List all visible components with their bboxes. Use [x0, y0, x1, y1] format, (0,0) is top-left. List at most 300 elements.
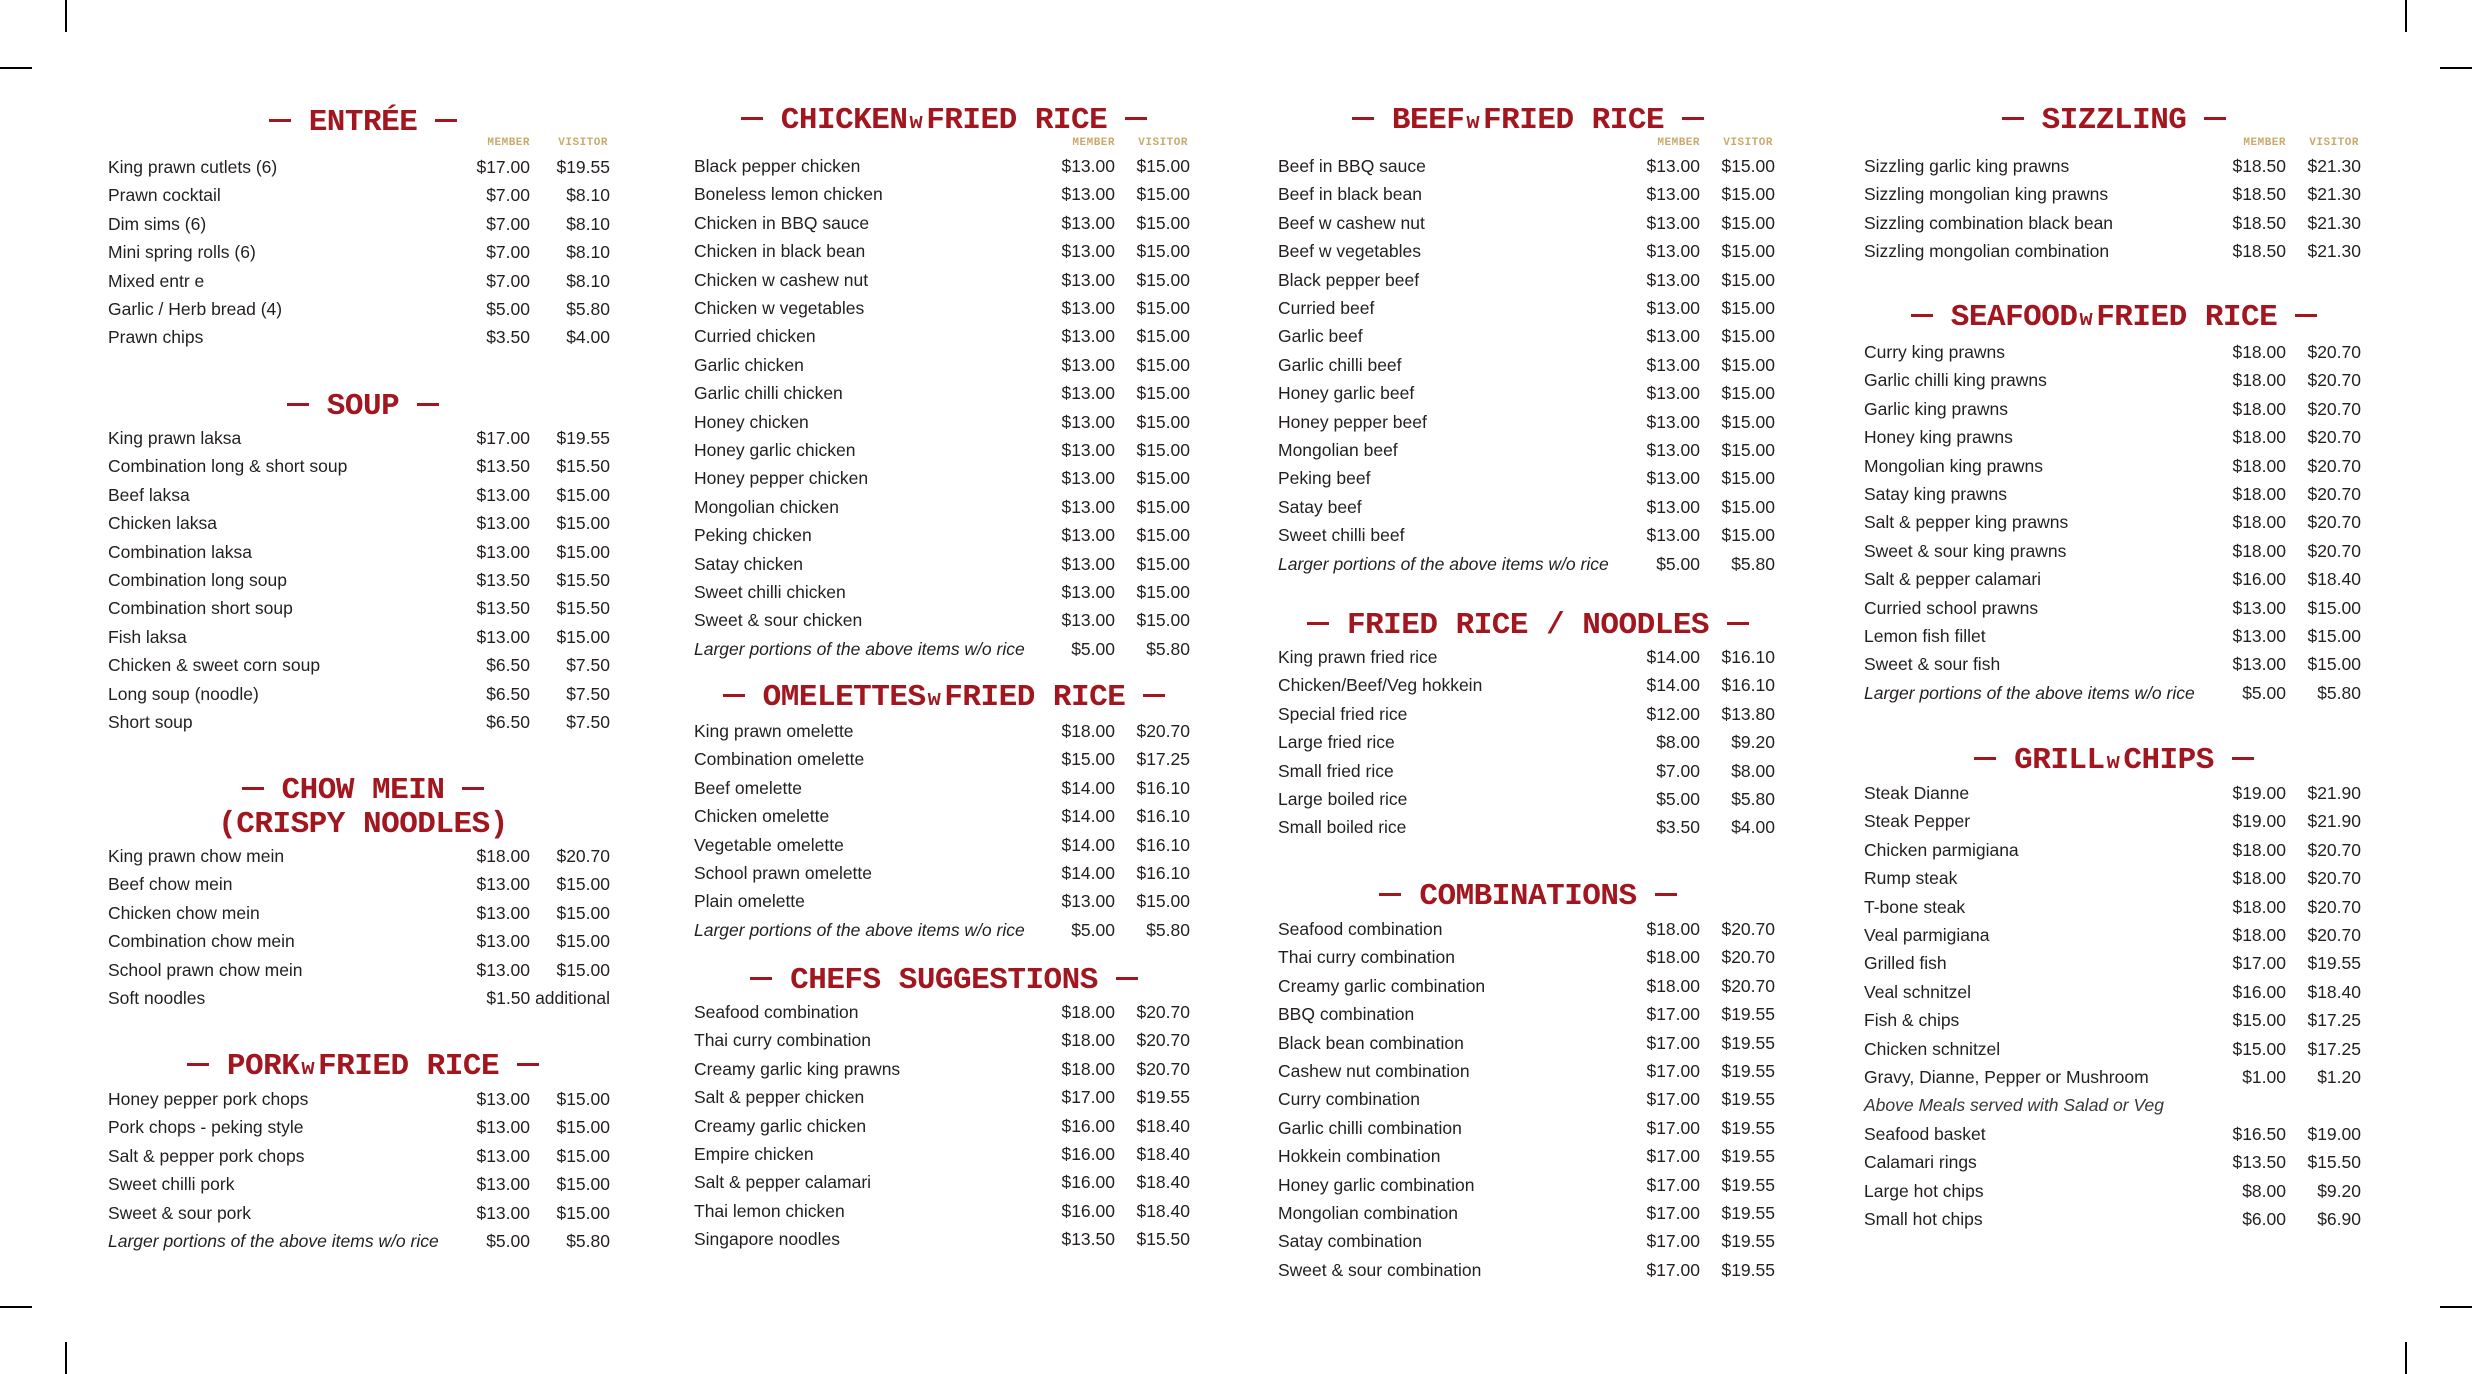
member-price: $18.00	[1646, 919, 1700, 939]
member-price: $18.00	[2232, 839, 2286, 860]
visitor-price: $19.55	[1721, 1203, 1775, 1223]
visitor-price: $15.00	[1136, 610, 1190, 631]
member-price: $13.00	[1061, 468, 1115, 489]
member-price: $13.00	[476, 541, 530, 562]
visitor-price: $15.00	[1136, 326, 1190, 347]
member-price: $18.50	[2232, 184, 2286, 205]
menu-item-row	[108, 1200, 618, 1226]
member-price: $14.00	[1061, 806, 1115, 827]
visitor-price: $20.70	[2307, 868, 2361, 889]
item-name: Small boiled rice	[1278, 817, 1407, 838]
menu-item-row	[1278, 1086, 1778, 1112]
member-price: $18.00	[2232, 868, 2286, 889]
visitor-price: $15.50	[2307, 1152, 2361, 1173]
item-name: Larger portions of the above items w/o rice	[694, 919, 1025, 940]
member-price: $17.00	[2232, 953, 2286, 974]
visitor-price: $15.00	[2307, 654, 2361, 675]
section-combinations	[1278, 0, 1778, 1374]
visitor-price: $15.00	[556, 1145, 610, 1166]
title-with: w	[2079, 307, 2093, 332]
visitor-price: $20.70	[2307, 342, 2361, 362]
member-price: $18.00	[2232, 398, 2286, 419]
menu-item-row	[694, 1056, 1194, 1082]
item-name: Large fried rice	[1278, 732, 1395, 753]
crop-mark-top-left-horizontal	[0, 67, 32, 69]
item-name: Chicken in BBQ sauce	[694, 212, 870, 233]
visitor-price: $18.40	[1136, 1172, 1190, 1193]
visitor-price: $15.00	[556, 1174, 610, 1195]
member-price: $13.00	[1646, 411, 1700, 432]
item-name: Special fried rice	[1278, 703, 1408, 724]
member-price: $18.00	[476, 846, 530, 866]
member-price: $5.00	[1656, 553, 1700, 574]
member-price: $17.00	[1646, 1032, 1700, 1053]
title-main: OMELETTES	[762, 680, 926, 715]
item-name: Chicken & sweet corn soup	[108, 655, 321, 676]
item-name: Chicken in black bean	[694, 241, 866, 262]
member-price: $17.00	[1646, 1117, 1700, 1138]
visitor-price: $19.55	[1136, 1087, 1190, 1108]
visitor-price: $19.55	[1721, 1231, 1775, 1252]
member-price: $5.00	[2242, 682, 2286, 703]
item-name: Honey pepper pork chops	[108, 1089, 309, 1109]
member-price: $6.50	[486, 683, 530, 704]
visitor-price: $15.00	[1721, 298, 1775, 318]
menu-item-row	[694, 1113, 1194, 1139]
item-name: Satay king prawns	[1864, 484, 2007, 504]
title-with: w	[301, 1056, 315, 1081]
menu-item-row	[1864, 950, 2364, 976]
visitor-price: $8.00	[1731, 760, 1775, 781]
member-price: $13.00	[1646, 354, 1700, 375]
member-price: $15.00	[1061, 749, 1115, 770]
member-price: $18.00	[1061, 1058, 1115, 1079]
item-name: Garlic chilli combination	[1278, 1117, 1462, 1138]
member-price: $13.00	[1061, 298, 1115, 318]
member-price: $13.00	[476, 484, 530, 505]
item-name: Chicken w cashew nut	[694, 269, 869, 290]
section-chefs-suggestions	[694, 0, 1194, 1374]
visitor-price: $15.00	[556, 541, 610, 562]
item-name: BBQ combination	[1278, 1004, 1415, 1025]
member-price: $1.00	[2242, 1067, 2286, 1087]
section-title	[108, 1049, 618, 1087]
item-name: Prawn cocktail	[108, 185, 221, 206]
subtitle-text: (CRISPY NOODLES)	[218, 807, 508, 842]
title-rest: FRIED RICE	[2096, 300, 2278, 335]
item-name: Calamari rings	[1864, 1152, 1977, 1173]
member-price: $13.00	[476, 1145, 530, 1166]
item-name: Curried school prawns	[1864, 597, 2039, 618]
member-price: $17.00	[476, 428, 530, 448]
item-name: Sweet & sour chicken	[694, 610, 863, 631]
visitor-price: $21.30	[2307, 241, 2361, 262]
visitor-price: $4.00	[566, 327, 610, 348]
member-price: $13.00	[1061, 354, 1115, 375]
item-name: Sweet & sour pork	[108, 1202, 251, 1223]
title-main: GRILL	[2014, 743, 2105, 778]
member-price: $18.00	[1061, 1030, 1115, 1051]
visitor-price: $20.70	[2307, 925, 2361, 945]
item-name: Beef in BBQ sauce	[1278, 156, 1426, 176]
visitor-price: $19.55	[1721, 1004, 1775, 1025]
menu-item-row	[1278, 1228, 1778, 1254]
member-price: $17.00	[1646, 1061, 1700, 1081]
item-name: Sweet chilli beef	[1278, 525, 1405, 546]
item-name: Honey chicken	[694, 411, 809, 432]
item-name: Satay combination	[1278, 1231, 1422, 1252]
item-name: Salt & pepper calamari	[694, 1172, 872, 1193]
visitor-price: $18.40	[1136, 1200, 1190, 1221]
item-name: Large hot chips	[1864, 1180, 1984, 1201]
visitor-price: $15.00	[556, 484, 610, 505]
visitor-price: $15.00	[556, 626, 610, 647]
visitor-price: $20.70	[1721, 975, 1775, 996]
visitor-price: $5.80	[1146, 638, 1190, 659]
item-name: Chicken/Beef/Veg hokkein	[1278, 675, 1483, 696]
item-name: Sweet & sour fish	[1864, 654, 2001, 675]
visitor-price: $20.70	[1136, 1030, 1190, 1051]
title-with: w	[1466, 110, 1480, 135]
visitor-price: $15.00	[556, 931, 610, 952]
dash-right	[1655, 893, 1677, 896]
item-name: Garlic chicken	[694, 354, 804, 375]
menu-item-row	[108, 1143, 618, 1169]
member-price: $6.50	[486, 655, 530, 676]
crop-mark-bottom-left-vertical	[65, 1342, 67, 1374]
crop-mark-bottom-right-vertical	[2405, 1342, 2407, 1374]
title-text: SIZZLING	[2041, 103, 2187, 138]
item-name: Pork chops - peking style	[108, 1117, 304, 1138]
visitor-price: $20.70	[2307, 427, 2361, 448]
item-name: Peking beef	[1278, 468, 1371, 489]
item-name: Larger portions of the above items w/o rice	[1278, 553, 1609, 574]
member-column-label: MEMBER	[1657, 137, 1700, 149]
title-with: w	[2106, 750, 2120, 775]
member-price: $13.00	[476, 959, 530, 980]
title-with: w	[909, 110, 923, 135]
item-name: Lemon fish fillet	[1864, 626, 1986, 646]
item-name: Garlic chilli king prawns	[1864, 370, 2047, 391]
item-name: Sweet chilli chicken	[694, 582, 846, 602]
item-name: Sweet & sour combination	[1278, 1259, 1482, 1280]
visitor-price: $21.90	[2307, 811, 2361, 832]
visitor-price: $15.00	[1721, 496, 1775, 517]
member-price: $13.00	[1646, 241, 1700, 262]
item-name: Honey pepper beef	[1278, 411, 1427, 432]
dash-right	[2232, 757, 2254, 760]
title-rest: CHIPS	[2123, 743, 2214, 778]
menu-note-row	[108, 1228, 618, 1254]
visitor-price: $13.80	[1721, 703, 1775, 724]
member-price: $13.00	[1646, 496, 1700, 517]
item-name: Beef chow mein	[108, 874, 233, 895]
item-name: Peking chicken	[694, 525, 812, 546]
member-price: $13.00	[476, 513, 530, 534]
item-name: Mixed entr e	[108, 270, 205, 291]
menu-item-row	[1864, 1149, 2364, 1175]
menu-item-row	[108, 1114, 618, 1140]
member-price: $18.00	[1646, 975, 1700, 996]
visitor-price: $15.00	[2307, 597, 2361, 618]
item-name: Dim sims (6)	[108, 213, 207, 234]
crop-mark-top-right-horizontal	[2440, 67, 2472, 69]
member-price: $18.50	[2232, 241, 2286, 262]
item-name: King prawn cutlets (6)	[108, 157, 278, 177]
visitor-column-label: VISITOR	[1138, 137, 1188, 149]
item-name: Seafood combination	[1278, 919, 1443, 939]
member-price: $5.00	[486, 1231, 530, 1251]
item-name: Steak Dianne	[1864, 783, 1970, 803]
item-name: Chicken chow mein	[108, 902, 260, 923]
member-price: $13.00	[1061, 184, 1115, 205]
visitor-price: $20.70	[2307, 484, 2361, 504]
member-price: $13.00	[2232, 654, 2286, 675]
member-price: $13.50	[476, 598, 530, 619]
item-name: Above Meals served with Salad or Veg	[1864, 1095, 2164, 1116]
member-price: $18.00	[2232, 540, 2286, 561]
visitor-price: $15.00	[1721, 156, 1775, 176]
member-price: $13.00	[476, 1117, 530, 1138]
visitor-price: $9.20	[1731, 732, 1775, 753]
dash-right	[1116, 977, 1138, 980]
visitor-price: $21.30	[2307, 184, 2361, 205]
item-name: Grilled fish	[1864, 953, 1947, 974]
section-pork	[108, 0, 618, 1374]
member-price: $13.00	[476, 902, 530, 923]
item-name: Beef in black bean	[1278, 184, 1422, 205]
menu-item-row	[694, 1141, 1194, 1167]
item-name: School prawn omelette	[694, 863, 873, 883]
member-price: $13.00	[1061, 496, 1115, 517]
dash-left	[1379, 893, 1401, 896]
title-main: PORK	[226, 1049, 300, 1084]
visitor-price: $20.70	[2307, 896, 2361, 917]
visitor-price: $6.90	[2317, 1209, 2361, 1229]
visitor-price: $15.00	[1136, 212, 1190, 233]
visitor-price: $15.00	[1721, 184, 1775, 205]
visitor-price: $19.55	[556, 157, 610, 177]
member-price: $3.50	[1656, 817, 1700, 838]
member-price: $19.00	[2232, 811, 2286, 832]
item-name: Thai curry combination	[694, 1030, 872, 1051]
visitor-column-label: VISITOR	[2309, 137, 2359, 149]
item-name: Honey garlic combination	[1278, 1174, 1475, 1195]
member-price: $5.00	[1071, 919, 1115, 940]
member-price: $13.00	[1061, 411, 1115, 432]
item-name: Garlic beef	[1278, 326, 1363, 347]
visitor-price: $20.70	[1136, 1058, 1190, 1079]
visitor-price: $18.40	[1136, 1144, 1190, 1164]
member-price: $17.00	[1646, 1146, 1700, 1167]
item-name: Mongolian beef	[1278, 440, 1398, 460]
crop-mark-bottom-right-horizontal	[2440, 1306, 2472, 1308]
member-price: $13.00	[1061, 582, 1115, 602]
item-name: Seafood combination	[694, 1002, 859, 1022]
item-name: Beef laksa	[108, 484, 190, 505]
member-price: $13.00	[1061, 156, 1115, 176]
item-name: Prawn chips	[108, 327, 204, 348]
section-title	[694, 963, 1194, 999]
title-text: SOUP	[326, 389, 400, 424]
visitor-price: $16.10	[1721, 675, 1775, 696]
visitor-price: $15.00	[1136, 496, 1190, 517]
item-name: Black bean combination	[1278, 1032, 1464, 1053]
member-price: $8.00	[2242, 1180, 2286, 1201]
item-name: Salt & pepper pork chops	[108, 1145, 305, 1166]
member-price: $12.00	[1646, 703, 1700, 724]
item-name: Mongolian king prawns	[1864, 455, 2043, 476]
visitor-price: $17.25	[2307, 1010, 2361, 1031]
item-name: King prawn chow mein	[108, 846, 285, 866]
member-price: $18.00	[2232, 342, 2286, 362]
title-main: SEAFOOD	[1950, 300, 2078, 335]
member-price: $7.00	[486, 185, 530, 206]
visitor-price: $15.00	[1721, 212, 1775, 233]
member-price: $13.50	[476, 570, 530, 590]
member-price: $14.00	[1061, 834, 1115, 855]
item-name: Gravy, Dianne, Pepper or Mushroom	[1864, 1067, 2149, 1087]
visitor-price: $5.80	[1146, 919, 1190, 940]
visitor-price: $17.25	[2307, 1038, 2361, 1059]
crop-mark-bottom-left-horizontal	[0, 1306, 32, 1308]
member-price: $13.00	[1646, 383, 1700, 404]
member-price: $18.00	[2232, 925, 2286, 945]
visitor-price: $15.00	[556, 874, 610, 895]
item-name: Garlic king prawns	[1864, 398, 2008, 419]
visitor-price: $15.50	[556, 570, 610, 590]
member-price: $13.00	[476, 626, 530, 647]
menu-item-row	[108, 1171, 618, 1197]
menu-item-row	[1278, 1257, 1778, 1283]
menu-item-row	[1864, 837, 2364, 863]
visitor-column-label: VISITOR	[558, 137, 608, 149]
title-main: CHICKEN	[780, 103, 908, 138]
visitor-price: $7.50	[566, 655, 610, 676]
menu-item-row	[694, 1198, 1194, 1224]
item-name: Creamy garlic king prawns	[694, 1058, 901, 1079]
dash-left	[1974, 757, 1996, 760]
member-price: $13.00	[1646, 156, 1700, 176]
item-name: Seafood basket	[1864, 1123, 1986, 1144]
member-price: $15.00	[2232, 1038, 2286, 1059]
menu-item-row	[1864, 894, 2364, 920]
visitor-price: $5.80	[566, 299, 610, 319]
menu-item-row	[1278, 1030, 1778, 1056]
menu-item-row	[1278, 1200, 1778, 1226]
member-column-label: MEMBER	[1072, 137, 1115, 149]
item-name: Combination long & short soup	[108, 456, 348, 477]
item-name: Honey garlic beef	[1278, 383, 1415, 404]
member-price: $7.00	[486, 213, 530, 234]
member-price: $18.00	[2232, 512, 2286, 533]
menu-item-row	[1864, 1121, 2364, 1147]
visitor-price: $15.00	[1136, 525, 1190, 546]
title-text: CHOW MEIN	[281, 773, 445, 808]
item-name: Black pepper beef	[1278, 269, 1420, 290]
item-name: Larger portions of the above items w/o rice	[1864, 682, 2195, 703]
item-name: Empire chicken	[694, 1144, 814, 1164]
menu-item-row	[1278, 1143, 1778, 1169]
visitor-price: $8.10	[566, 185, 610, 206]
item-name: Satay chicken	[694, 553, 803, 574]
visitor-price: $19.55	[556, 428, 610, 448]
visitor-price: $15.00	[1136, 354, 1190, 375]
visitor-price: $15.00	[556, 513, 610, 534]
visitor-price: $15.00	[556, 1202, 610, 1223]
visitor-price: $19.55	[1721, 1089, 1775, 1110]
item-name: Steak Pepper	[1864, 811, 1971, 832]
member-price: $7.00	[486, 242, 530, 263]
visitor-price: $20.70	[1136, 721, 1190, 741]
member-price: $5.00	[1656, 789, 1700, 809]
member-price: $18.00	[1061, 721, 1115, 741]
member-price: $13.00	[1646, 212, 1700, 233]
item-name: Singapore noodles	[694, 1229, 840, 1250]
member-price: $13.00	[1061, 891, 1115, 912]
visitor-price: $19.55	[1721, 1259, 1775, 1280]
member-price: $13.00	[1646, 298, 1700, 318]
member-price: $16.50	[2232, 1123, 2286, 1144]
item-name: Combination short soup	[108, 598, 293, 619]
member-price: $3.50	[486, 327, 530, 348]
member-price: $13.00	[1061, 553, 1115, 574]
visitor-price: $8.10	[566, 213, 610, 234]
item-name: Combination laksa	[108, 541, 252, 562]
member-price: $7.00	[1656, 760, 1700, 781]
visitor-price: $21.90	[2307, 783, 2361, 803]
visitor-price: $15.00	[1721, 326, 1775, 347]
menu-item-row	[1864, 1007, 2364, 1033]
visitor-price: $15.00	[556, 1117, 610, 1138]
item-name: Plain omelette	[694, 891, 805, 912]
menu-item-row	[1278, 973, 1778, 999]
item-name: Mini spring rolls (6)	[108, 242, 256, 263]
member-price: $5.00	[1071, 638, 1115, 659]
visitor-price: $19.55	[2307, 953, 2361, 974]
item-name: Sizzling combination black bean	[1864, 212, 2114, 233]
visitor-price: $15.00	[1136, 891, 1190, 912]
visitor-price: $5.80	[2317, 682, 2361, 703]
visitor-price: $19.55	[1721, 1032, 1775, 1053]
member-price: $18.00	[1061, 1002, 1115, 1022]
member-price: $13.00	[1646, 269, 1700, 290]
item-name: Curry combination	[1278, 1089, 1420, 1110]
visitor-price: $16.10	[1136, 806, 1190, 827]
title-rest: FRIED RICE	[318, 1049, 500, 1084]
item-name: Black pepper chicken	[694, 156, 861, 176]
item-price-text: $1.50 additional	[486, 988, 610, 1008]
menu-item-row	[694, 1084, 1194, 1110]
member-price: $15.00	[2232, 1010, 2286, 1031]
item-name: Cashew nut combination	[1278, 1061, 1470, 1081]
visitor-price: $15.00	[1136, 269, 1190, 290]
item-name: Soft noodles	[108, 988, 206, 1008]
member-price: $16.00	[1061, 1200, 1115, 1221]
member-price: $13.00	[1646, 468, 1700, 489]
crop-mark-top-left-vertical	[65, 0, 67, 32]
menu-item-row	[1278, 916, 1778, 942]
item-name: Sizzling mongolian king prawns	[1864, 184, 2109, 205]
visitor-price: $20.70	[556, 846, 610, 866]
item-name: Larger portions of the above items w/o rice	[108, 1231, 439, 1251]
visitor-price: $16.10	[1136, 777, 1190, 798]
member-price: $18.00	[2232, 427, 2286, 448]
visitor-price: $15.00	[1136, 383, 1190, 404]
title-rest: FRIED RICE	[1483, 103, 1665, 138]
visitor-price: $5.80	[566, 1231, 610, 1251]
visitor-price: $15.00	[1721, 241, 1775, 262]
